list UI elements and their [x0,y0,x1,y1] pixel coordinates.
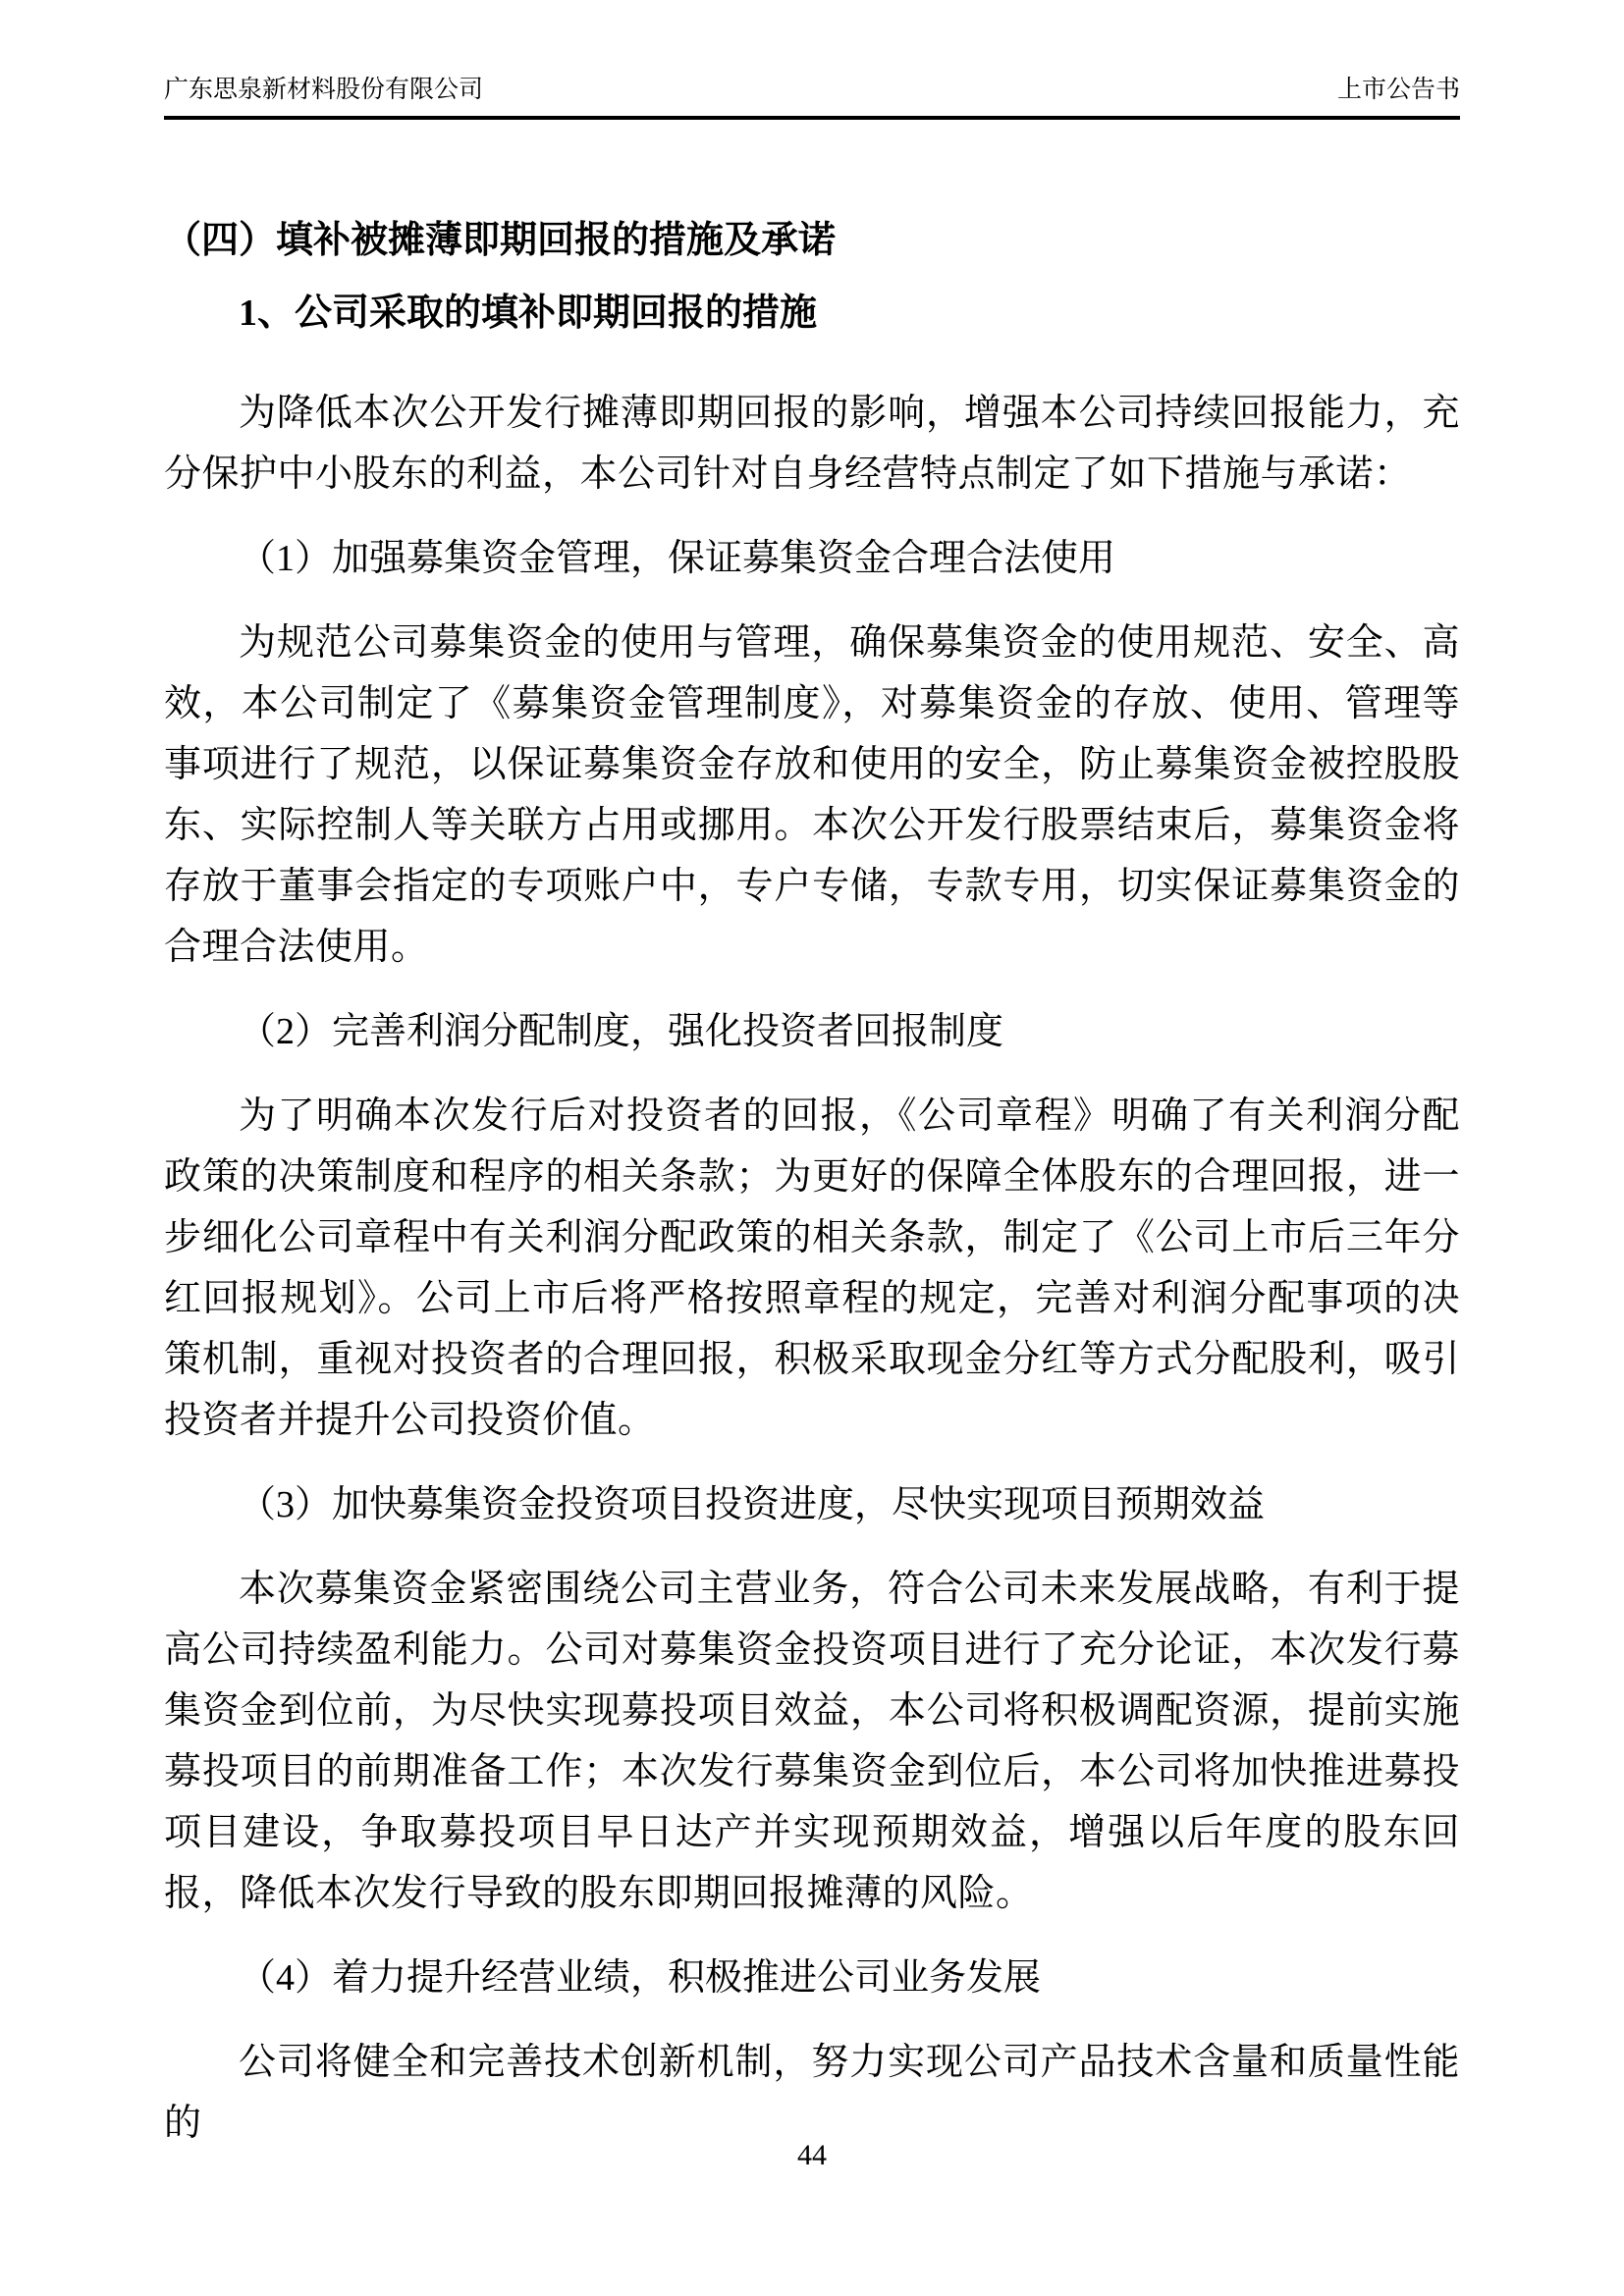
subsection-heading: 1、公司采取的填补即期回报的措施 [239,293,818,334]
item-1-heading: （1）加强募集资金管理，保证募集资金合理合法使用 [239,538,1116,579]
header-document-type: 上市公告书 [1336,77,1460,103]
header-company-name: 广东思泉新材料股份有限公司 [164,77,484,103]
item-2-heading: （2）完善利润分配制度，强化投资者回报制度 [239,1011,1004,1052]
page-number: 44 [797,2139,827,2171]
intro-paragraph: 为降低本次公开发行摊薄即期回报的影响，增强本公司持续回报能力，充分保护中小股东的利益，本公司针对自身经营特点制定了如下措施与承诺： [164,393,1460,495]
page-content [164,0,1460,2154]
item-4-paragraph: 公司将健全和完善技术创新机制，努力实现公司产品技术含量和质量性能的 [164,2042,1460,2144]
item-3-paragraph: 本次募集资金紧密围绕公司主营业务，符合公司未来发展战略，有利于提高公司持续盈利能力。公司对募集资金投资项目进行了充分论证，本次发行募集资金到位前，为尽快实现募投项目效益，本公司将积极调配资源，提前实施募投项目的前期准备工作；本次发行募集资金到位后，本公司将加快推进募投项目建设，争取募投项目早日达产并实现预期效益，增强以后年度的股东回报，降低本次发行导致的股东即期回报摊薄的风险。 [164,1569,1460,1914]
item-2-paragraph: 为了明确本次发行后对投资者的回报，《公司章程》明确了有关利润分配政策的决策制度和程序的相关条款；为更好的保障全体股东的合理回报，进一步细化公司章程中有关利润分配政策的相关条款，制定了《公司上市后三年分红回报规划》。公司上市后将严格按照章程的规定，完善对利润分配事项的决策机制，重视对投资者的合理回报，积极采取现金分红等方式分配股利，吸引投资者并提升公司投资价值。 [164,1095,1460,1441]
section-heading: （四）填补被摊薄即期回报的措施及承诺 [164,220,837,261]
item-1-paragraph: 为规范公司募集资金的使用与管理，确保募集资金的使用规范、安全、高效，本公司制定了《募集资金管理制度》，对募集资金的存放、使用、管理等事项进行了规范，以保证募集资金存放和使用的安全，防止募集资金被控股股东、实际控制人等关联方占用或挪用。本次公开发行股票结束后，募集资金将存放于董事会指定的专项账户中，专户专储，专款专用，切实保证募集资金的合理合法使用。 [164,622,1460,968]
item-3-heading: （3）加快募集资金投资项目投资进度，尽快实现项目预期效益 [239,1484,1266,1525]
item-4-heading: （4）着力提升经营业绩，积极推进公司业务发展 [239,1957,1042,1999]
running-header [164,0,1460,120]
